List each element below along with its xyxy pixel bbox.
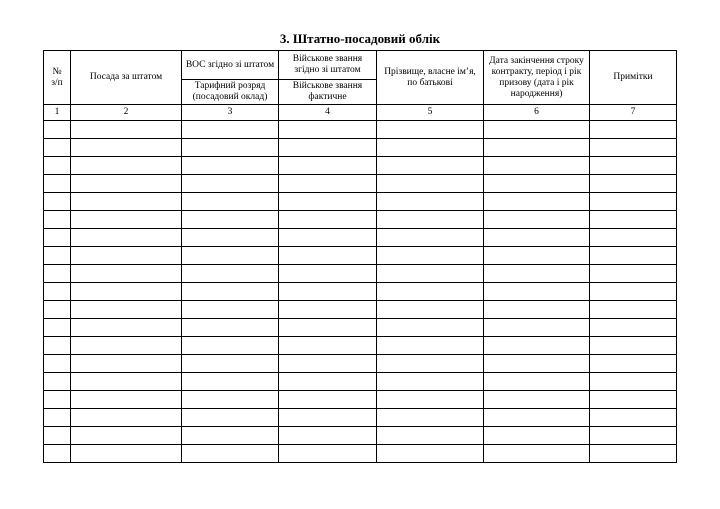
table-cell[interactable] [71,319,182,337]
table-cell[interactable] [279,211,377,229]
table-cell[interactable] [377,193,484,211]
table-cell[interactable] [484,265,590,283]
table-cell[interactable] [484,409,590,427]
table-cell[interactable] [44,319,71,337]
table-cell[interactable] [590,373,677,391]
table-cell[interactable] [279,175,377,193]
table-cell[interactable] [71,409,182,427]
table-cell[interactable] [279,157,377,175]
table-cell[interactable] [590,247,677,265]
header-vos: ВОС згідно зі штатом [182,51,279,80]
table-cell[interactable] [44,337,71,355]
table-cell[interactable] [44,265,71,283]
table-cell[interactable] [71,229,182,247]
table-cell[interactable] [182,139,279,157]
table-cell[interactable] [182,319,279,337]
table-cell[interactable] [182,157,279,175]
table-cell[interactable] [590,319,677,337]
table-cell[interactable] [182,427,279,445]
table-cell[interactable] [377,427,484,445]
table-cell[interactable] [44,355,71,373]
table-cell[interactable] [484,247,590,265]
table-cell[interactable] [484,445,590,463]
table-cell[interactable] [44,373,71,391]
table-cell[interactable] [182,229,279,247]
table-cell[interactable] [484,175,590,193]
table-cell[interactable] [44,157,71,175]
header-rank-actual: Військове звання фактичне [279,80,377,105]
table-cell[interactable] [279,445,377,463]
table-cell[interactable] [484,283,590,301]
column-number: 6 [484,105,590,121]
header-notes: Примітки [590,51,677,105]
table-row [44,391,677,409]
table-row [44,427,677,445]
table-cell[interactable] [590,157,677,175]
table-cell[interactable] [590,283,677,301]
table-cell[interactable] [71,283,182,301]
table-cell[interactable] [279,355,377,373]
column-number: 1 [44,105,71,121]
table-cell[interactable] [44,391,71,409]
table-cell[interactable] [484,121,590,139]
header-number: № з/п [44,51,71,105]
table-cell[interactable] [590,139,677,157]
table-cell[interactable] [377,139,484,157]
table-cell[interactable] [377,211,484,229]
table-cell[interactable] [377,355,484,373]
table-cell[interactable] [377,301,484,319]
table-cell[interactable] [590,445,677,463]
table-row [44,355,677,373]
table-cell[interactable] [44,445,71,463]
column-number: 7 [590,105,677,121]
table-cell[interactable] [377,445,484,463]
table-cell[interactable] [182,301,279,319]
table-cell[interactable] [71,211,182,229]
table-cell[interactable] [279,409,377,427]
table-row [44,265,677,283]
table-cell[interactable] [44,229,71,247]
table-cell[interactable] [279,121,377,139]
table-cell[interactable] [377,337,484,355]
table-row [44,139,677,157]
table-cell[interactable] [377,283,484,301]
table-cell[interactable] [279,337,377,355]
table-cell[interactable] [182,193,279,211]
table-row [44,283,677,301]
table-body [44,121,677,463]
table-cell[interactable] [71,391,182,409]
table-cell[interactable] [377,229,484,247]
column-number: 2 [71,105,182,121]
table-cell[interactable] [44,301,71,319]
table-cell[interactable] [71,427,182,445]
table-cell[interactable] [590,265,677,283]
table-cell[interactable] [590,229,677,247]
table-cell[interactable] [590,337,677,355]
column-number: 5 [377,105,484,121]
table-cell[interactable] [71,139,182,157]
table-cell[interactable] [279,247,377,265]
table-cell[interactable] [377,247,484,265]
table-cell[interactable] [484,355,590,373]
table-cell[interactable] [71,337,182,355]
table-cell[interactable] [590,301,677,319]
table-cell[interactable] [484,301,590,319]
table-row [44,247,677,265]
table-cell[interactable] [377,409,484,427]
table-row [44,319,677,337]
table-row [44,229,677,247]
table-cell[interactable] [44,211,71,229]
table-cell[interactable] [182,445,279,463]
table-cell[interactable] [590,409,677,427]
table-cell[interactable] [279,373,377,391]
table-cell[interactable] [71,301,182,319]
table-row [44,121,677,139]
table-cell[interactable] [484,427,590,445]
table-cell[interactable] [377,319,484,337]
table-cell[interactable] [484,193,590,211]
table-cell[interactable] [590,193,677,211]
table-cell[interactable] [182,211,279,229]
column-number: 3 [182,105,279,121]
table-cell[interactable] [182,175,279,193]
header-contract-date: Дата закінчення строку контракту, період і рік призову (дата і рік народження) [484,51,590,105]
table-cell[interactable] [182,409,279,427]
table-cell[interactable] [44,427,71,445]
table-cell[interactable] [182,391,279,409]
header-full-name: Прізвище, власне ім’я, по батькові [377,51,484,105]
header-tariff: Тарифний розряд (посадовий оклад) [182,80,279,105]
table-cell[interactable] [71,445,182,463]
table-cell[interactable] [279,391,377,409]
table-row [44,445,677,463]
table-cell[interactable] [71,373,182,391]
table-cell[interactable] [71,355,182,373]
table-cell[interactable] [279,229,377,247]
table-cell[interactable] [484,373,590,391]
table-cell[interactable] [590,121,677,139]
table-cell[interactable] [71,265,182,283]
table-cell[interactable] [182,121,279,139]
table-cell[interactable] [279,193,377,211]
table-cell[interactable] [182,355,279,373]
table-row [44,337,677,355]
table-cell[interactable] [279,265,377,283]
table-row [44,373,677,391]
page-title: 3. Штатно-посадовий облік [279,31,441,46]
table-cell[interactable] [182,247,279,265]
staff-register-table [43,50,677,463]
table-cell[interactable] [44,283,71,301]
table-cell[interactable] [279,283,377,301]
table-cell[interactable] [44,139,71,157]
table-cell[interactable] [71,157,182,175]
table-cell[interactable] [71,175,182,193]
table-cell[interactable] [279,427,377,445]
table-cell[interactable] [182,265,279,283]
table-cell[interactable] [484,391,590,409]
table-cell[interactable] [377,391,484,409]
header-position: Посада за штатом [71,51,182,105]
table-cell[interactable] [590,391,677,409]
table-cell[interactable] [279,139,377,157]
table-cell[interactable] [71,193,182,211]
table-cell[interactable] [182,373,279,391]
table-cell[interactable] [484,211,590,229]
table-cell[interactable] [44,121,71,139]
table-cell[interactable] [484,229,590,247]
table-cell[interactable] [377,265,484,283]
table-cell[interactable] [377,121,484,139]
table-cell[interactable] [377,157,484,175]
table-cell[interactable] [484,319,590,337]
table-row [44,157,677,175]
table-cell[interactable] [71,121,182,139]
table-cell[interactable] [590,355,677,373]
table-cell[interactable] [590,211,677,229]
table-cell[interactable] [484,337,590,355]
table-row [44,193,677,211]
table-cell[interactable] [71,247,182,265]
table-cell[interactable] [279,319,377,337]
table-cell[interactable] [44,409,71,427]
table-cell[interactable] [484,139,590,157]
table-cell[interactable] [484,157,590,175]
table-row [44,175,677,193]
table-row [44,301,677,319]
table-row [44,211,677,229]
table-cell[interactable] [590,427,677,445]
header-rank-staff: Військове звання згідно зі штатом [279,51,377,80]
table-cell[interactable] [377,373,484,391]
table-row [44,409,677,427]
table-cell[interactable] [44,247,71,265]
table-cell[interactable] [377,175,484,193]
table-cell[interactable] [590,175,677,193]
table-cell[interactable] [182,283,279,301]
column-number: 4 [279,105,377,121]
table-cell[interactable] [44,193,71,211]
table-cell[interactable] [182,337,279,355]
table-cell[interactable] [44,175,71,193]
table-cell[interactable] [279,301,377,319]
